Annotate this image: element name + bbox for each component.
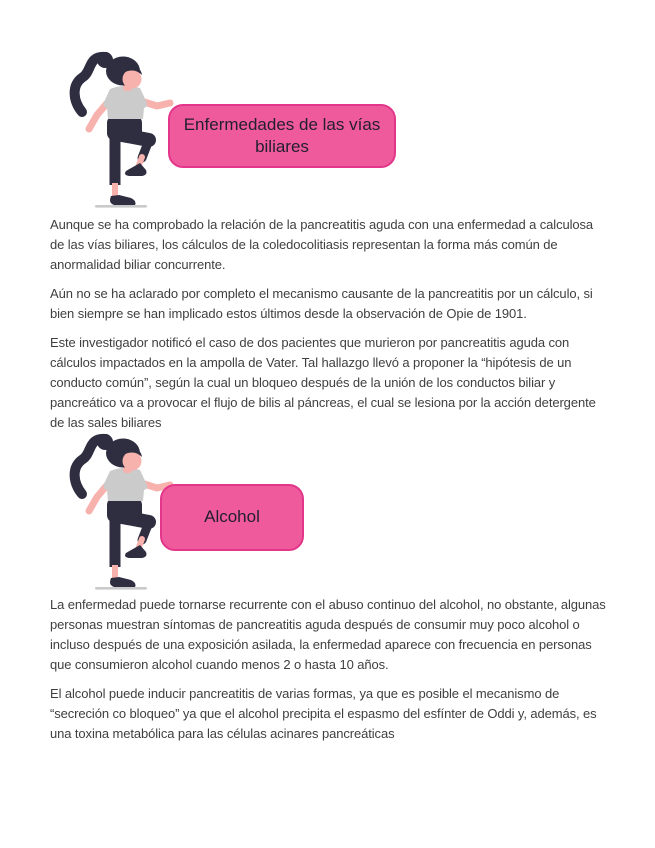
paragraph: Este investigador notificó el caso de dos pacientes que murieron por pancreatitis aguda con cálculos impactados en la ampolla de Vater. Tal hallazgo llevó a proponer la “hipótesis de un conducto común”, según la cual un bloqueo después de la unión de los conductos biliar y pancreático va a provocar el flujo de bilis al páncreas, el cual se lesiona por la acción detergente de las sales biliares [50,335,596,430]
paragraph: Aunque se ha comprobado la relación de la pancreatitis aguda con una enfermedad a calculosa de las vías biliares, los cálculos de la coledocolitiasis representan la forma más común de anormalidad biliar concurrente. [50,217,594,272]
section-title-badge-biliares [168,104,396,168]
standing-shoe [110,577,136,587]
paragraph: Aún no se ha aclarado por completo el mecanismo causante de la pancreatitis por un cálculo, si bien siempre se han implicado estos últimos desde la observación de Opie de 1901. [50,286,593,321]
raised-shoe [125,545,147,558]
section-biliares-body [50,215,610,442]
hair-knot [97,434,113,450]
ground-line [95,205,147,208]
section-title-text: Alcohol [204,507,260,527]
paragraph: La enfermedad puede tornarse recurrente con el abuso continuo del alcohol, no obstante, algunas personas muestran síntomas de pancreatitis aguda después de consumir muy poco alcohol o incluso después de una exposición asilada, la enfermedad aparece con frecuencia en personas que consumieron alcohol cuando menos 2 o hasta 10 años. [50,597,606,672]
section-alcohol-body [50,595,610,753]
ground-line [95,587,147,590]
hair-knot [97,52,113,68]
raised-shoe [125,163,147,176]
paragraph: El alcohol puede inducir pancreatitis de varias formas, ya que es posible el mecanismo de “secreción co bloqueo” ya que el alcohol precipita el espasmo del esfínter de Oddi y, además, es una toxina metabólica para las células acinares pancreáticas [50,686,597,741]
section-title-badge-alcohol [160,484,304,551]
standing-shoe [110,195,136,205]
section-title-text: Enfermedades de las vías biliares [183,114,381,156]
